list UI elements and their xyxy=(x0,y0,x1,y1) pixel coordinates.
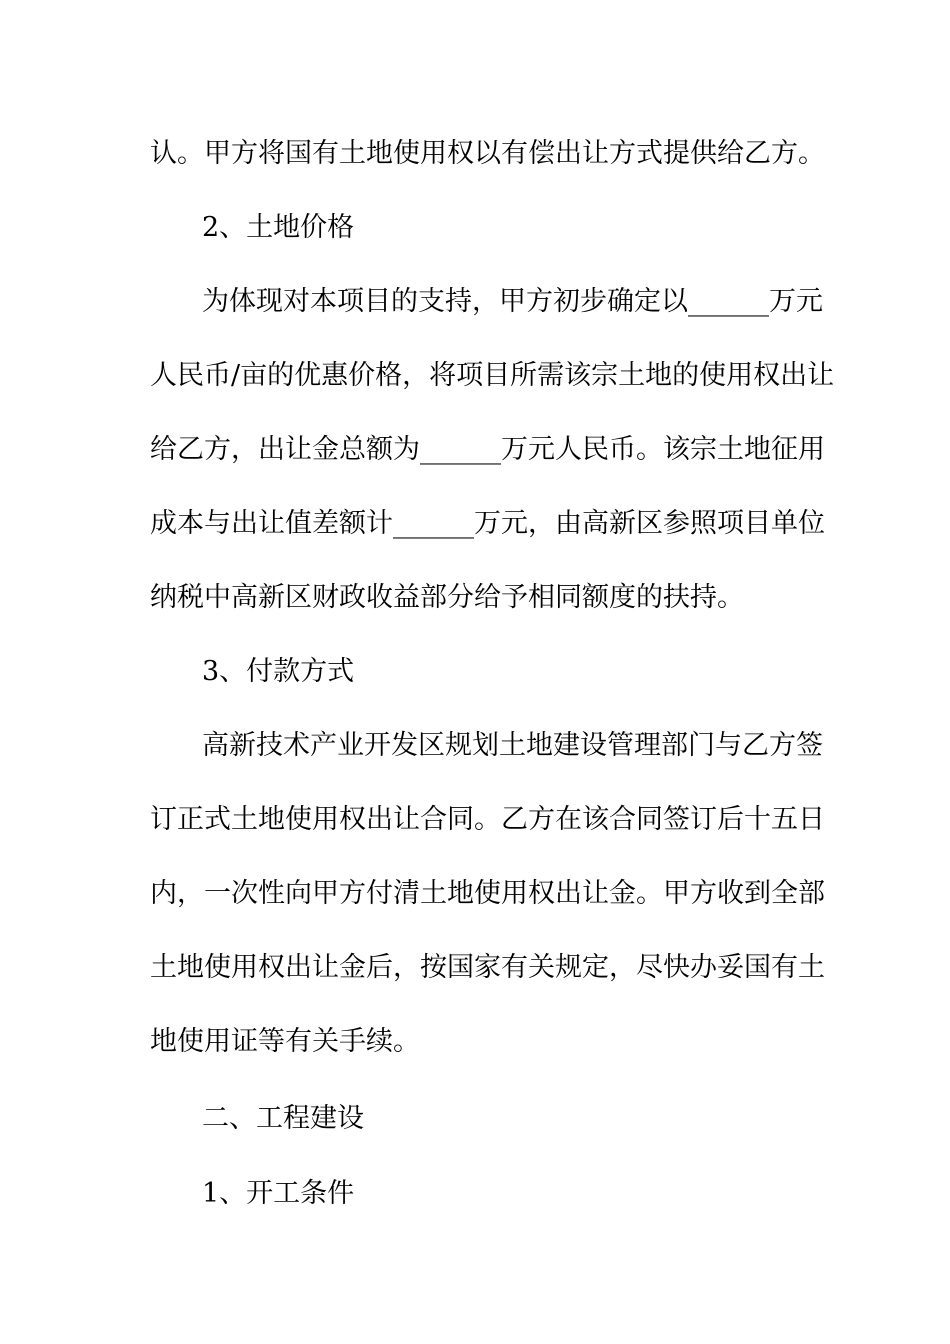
paragraph-line: 纳税中高新区财政收益部分给予相同额度的扶持。 xyxy=(150,582,744,613)
section-heading-start-conditions: 1、开工条件 xyxy=(202,1178,355,1209)
paragraph-line: 土地使用权出让金后，按国家有关规定，尽快办妥国有土 xyxy=(150,952,825,983)
section-heading-payment: 3、付款方式 xyxy=(202,656,355,687)
paragraph-line: 人民币/亩的优惠价格，将项目所需该宗土地的使用权出让 xyxy=(150,360,835,391)
chapter-heading-construction: 二、工程建设 xyxy=(202,1103,364,1134)
paragraph-line: 为体现对本项目的支持，甲方初步确定以______万元 xyxy=(202,286,823,317)
paragraph-line: 地使用证等有关手续。 xyxy=(150,1026,420,1057)
paragraph-line: 内，一次性向甲方付清土地使用权出让金。甲方收到全部 xyxy=(150,878,825,909)
paragraph-line: 订正式土地使用权出让合同。乙方在该合同签订后十五日 xyxy=(150,804,825,835)
paragraph-line: 给乙方，出让金总额为______万元人民币。该宗土地征用 xyxy=(150,434,825,465)
paragraph-line: 高新技术产业开发区规划土地建设管理部门与乙方签 xyxy=(202,730,823,761)
paragraph-line: 认。甲方将国有土地使用权以有偿出让方式提供给乙方。 xyxy=(150,138,825,169)
paragraph-line: 成本与出让值差额计______万元，由高新区参照项目单位 xyxy=(150,508,825,539)
section-heading-land-price: 2、土地价格 xyxy=(202,212,355,243)
